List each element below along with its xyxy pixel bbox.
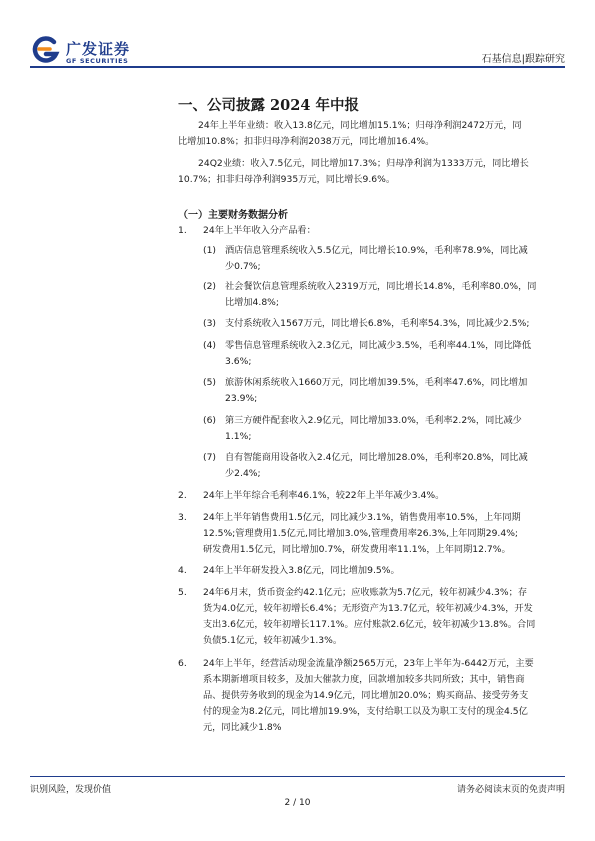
text-line: 24Q2业绩：收入7.5亿元，同比增加17.3%；归母净利润为1333万元，同比增长 <box>198 158 529 169</box>
text-line: 自有智能商用设备收入2.4亿元，同比增加28.0%，毛利率20.8%，同比减 <box>225 452 528 463</box>
list-number: 5. <box>178 587 187 598</box>
list-number: 6. <box>178 658 187 669</box>
text-line: 24年上半年研发投入3.8亿元，同比增加9.5%。 <box>203 565 400 576</box>
sub-number: (5) <box>203 377 217 388</box>
list-number: 4. <box>178 565 187 576</box>
text-line: 24年6月末，货币资金约42.1亿元；应收账款为5.7亿元，较年初减少4.3%；存 <box>203 587 528 598</box>
text-line: 少2.4%; <box>225 468 261 479</box>
sub-number: (4) <box>203 340 217 351</box>
text-line: 酒店信息管理系统收入5.5亿元，同比增长10.9%，毛利率78.9%，同比减 <box>225 245 528 256</box>
sub-number: (3) <box>203 318 217 329</box>
text-line: 24年上半年综合毛利率46.1%，较22年上半年减少3.4%。 <box>203 490 445 501</box>
list-number: 3. <box>178 512 187 523</box>
text-line: 品、提供劳务收到的现金为14.9亿元，同比增加20.0%；购买商品、接受劳务支 <box>203 690 529 701</box>
text-line: 1.1%; <box>225 431 252 442</box>
list-item <box>178 223 566 239</box>
text-line: 支出3.6亿元，较年初增长117.1%。应付账款2.6亿元，较年初减少13.8%。合同 <box>203 619 536 630</box>
text-line: 货为4.0亿元，较年初增长6.4%；无形资产为13.7亿元，较年初减少4.3%，开发 <box>203 603 533 614</box>
text-line: 24年上半年销售费用1.5亿元，同比减少3.1%，销售费用率10.5%，上年同期 <box>203 512 521 523</box>
list-item <box>178 488 566 504</box>
sub-list-item <box>203 316 566 332</box>
text-line: 24年上半年，经营活动现金流量净额2565万元，23年上半年为-6442万元，主要 <box>203 658 534 669</box>
text-line: 24年上半年业绩：收入13.8亿元，同比增加15.1%；归母净利润2472万元，同 <box>198 120 522 131</box>
text-line: 3.6%; <box>225 356 252 367</box>
logo-english: GF SECURITIES <box>66 57 129 65</box>
list-item <box>178 656 566 736</box>
sub-list-item <box>203 279 566 311</box>
report-type-label: 石基信息|跟踪研究 <box>481 54 565 65</box>
sub-list-item <box>203 375 566 407</box>
disclaimer-link[interactable]: 请务必阅读末页的免责声明 <box>456 785 565 795</box>
sub-list-item <box>203 450 566 482</box>
text-line: 23.9%; <box>225 393 258 404</box>
sub-list-item <box>203 338 566 370</box>
list-item <box>178 510 566 558</box>
subsection-title: （一）主要财务数据分析 <box>178 210 288 221</box>
text-line: 少0.7%; <box>225 261 261 272</box>
page-footer <box>0 770 595 830</box>
text-line: 社会餐饮信息管理系统收入2319万元，同比增长14.8%，毛利率80.0%，同 <box>225 281 537 292</box>
header-divider <box>30 66 565 68</box>
company-logo <box>30 36 160 70</box>
sub-number: (2) <box>203 281 217 292</box>
list-item <box>178 563 566 579</box>
text-line: 元，同比减少1.8% <box>203 722 282 733</box>
text-line: 12.5%;管理费用1.5亿元,同比增加3.0%,管理费用率26.3%,上年同期29.4%; <box>203 528 519 539</box>
text-line: 零售信息管理系统收入2.3亿元，同比减少3.5%，毛利率44.1%，同比降低 <box>225 340 532 351</box>
footer-divider <box>30 776 565 777</box>
sub-list-item <box>203 413 566 445</box>
text-line: 比增加4.8%; <box>225 297 279 308</box>
sub-number: (1) <box>203 245 217 256</box>
summary-paragraph-h1 <box>178 118 566 150</box>
text-line: 第三方硬件配套收入2.9亿元，同比增加33.0%，毛利率2.2%，同比减少 <box>225 415 522 426</box>
text-line: 系本期新增项目较多，及加大催款力度，回款增加较多共同所致；其中，销售商 <box>203 674 525 685</box>
gf-logo-icon <box>30 36 60 66</box>
text-line: 旅游休闲系统收入1660万元，同比增加39.5%，毛利率47.6%，同比增加 <box>225 377 528 388</box>
list-text: 24年上半年收入分产品看： <box>203 225 316 236</box>
list-item <box>178 585 566 649</box>
page-number: 2 / 10 <box>284 798 311 808</box>
sub-number: (6) <box>203 415 217 426</box>
page-header <box>0 0 595 80</box>
text-line: 10.7%；扣非归母净利润935万元，同比增长9.6%。 <box>178 174 396 185</box>
sub-number: (7) <box>203 452 217 463</box>
section-title: 一、公司披露 2024 年中报 <box>178 97 359 114</box>
text-line: 负债5.1亿元，较年初减少1.3%。 <box>203 635 343 646</box>
text-line: 比增加10.8%；扣非归母净利润2038万元，同比增加16.4%。 <box>178 136 435 147</box>
logo-chinese: 广发证券 <box>66 40 131 58</box>
list-number: 1. <box>178 225 187 236</box>
list-number: 2. <box>178 490 187 501</box>
footer-slogan: 识别风险，发现价值 <box>30 785 112 795</box>
summary-paragraph-q2 <box>178 156 566 188</box>
text-line: 研发费用1.5亿元，同比增加0.7%，研发费用率11.1%，上年同期12.7%。 <box>203 544 511 555</box>
text-line: 支付系统收入1567万元，同比增长6.8%，毛利率54.3%，同比减少2.5%; <box>225 318 530 329</box>
sub-list-item <box>203 243 566 275</box>
text-line: 付的现金为8.2亿元，同比增加19.9%，支付给职工以及为职工支付的现金4.5亿 <box>203 706 528 717</box>
